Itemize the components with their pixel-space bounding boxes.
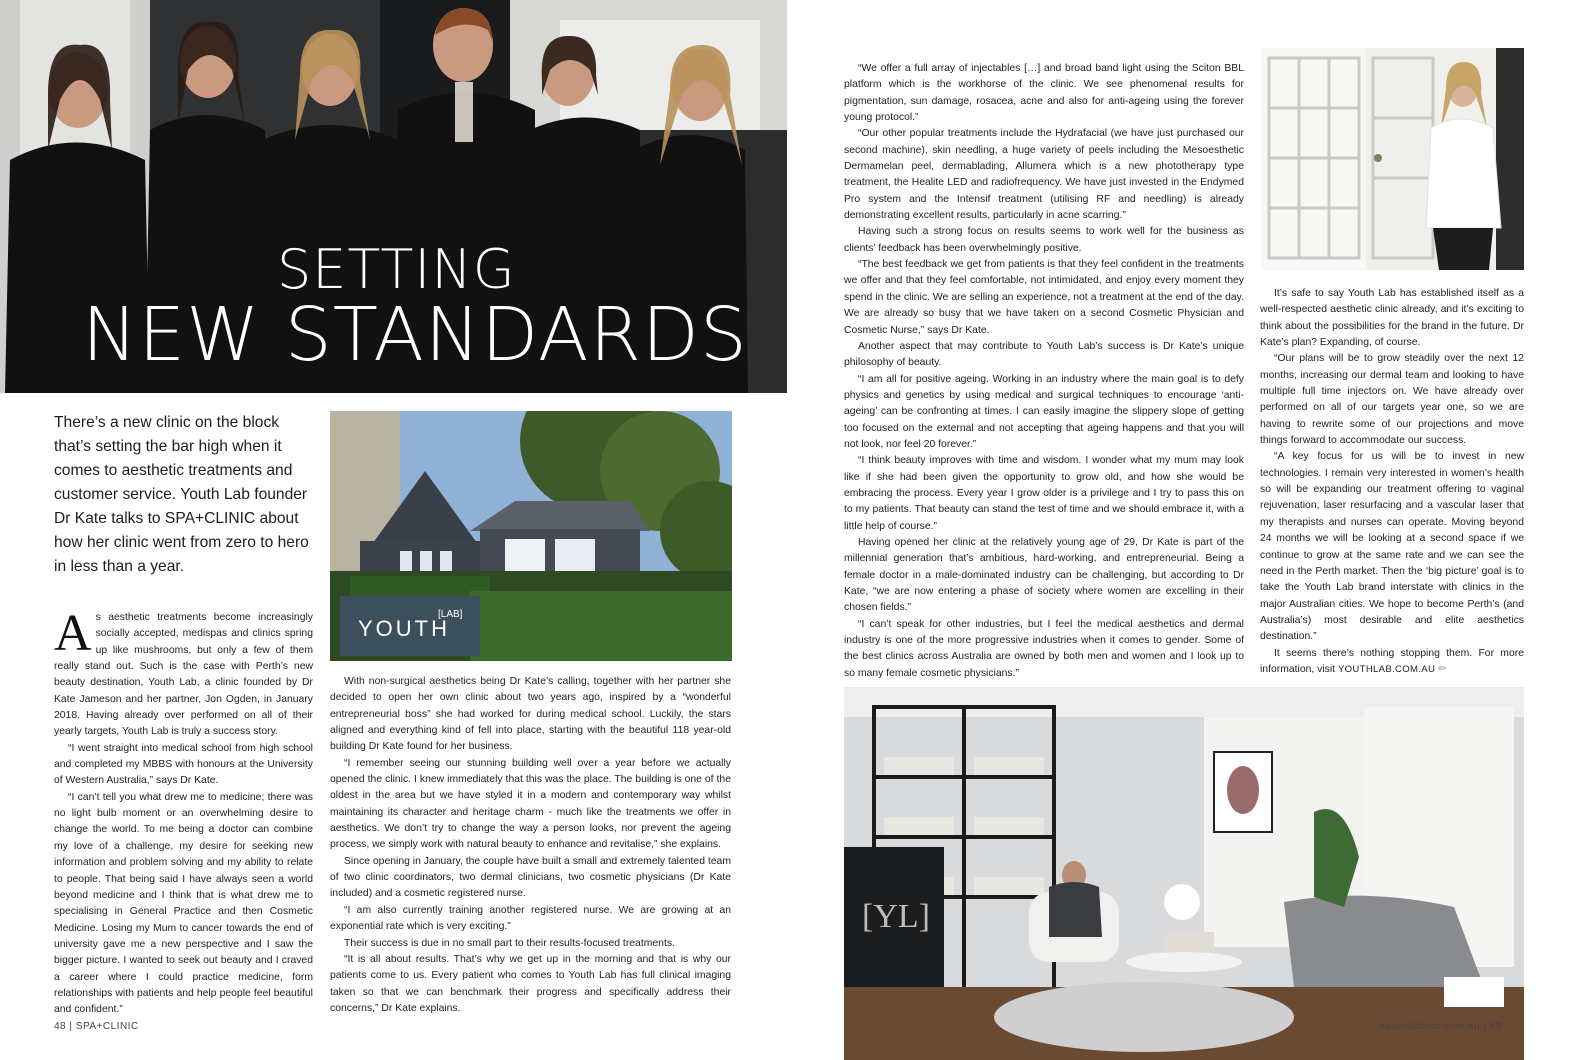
paragraph: Having such a strong focus on results seems to work well for the business as clients’ feedback has been overwhelmingly positive. xyxy=(844,226,1244,254)
youth-lab-sign-badge: [LAB] xyxy=(438,609,463,620)
dr-kate-portrait-photo xyxy=(1261,48,1524,270)
standfirst: There’s a new clinic on the block that’s setting the bar high when it comes to aesthetic treatments and customer service. Youth Lab founder Dr Kate talks to SPA+CLINIC about how her clinic went from zero to hero in less than a year. xyxy=(54,414,309,575)
paragraph: Since opening in January, the couple have built a small and extremely talented team of two clinic coordinators, two dermal clinicians, two cosmetic physicians (Dr Kate included) and a cosmetic registered nurse. xyxy=(330,855,731,900)
footer-right: spaandclinic.com.au | 49 xyxy=(1380,1021,1502,1032)
paragraph: “I am also currently training another registered nurse. We are growing at an exponential rate which is very exciting.” xyxy=(330,904,731,933)
clinic-building-photo xyxy=(330,411,732,661)
paragraph: “I think beauty improves with time and wisdom. I wonder what my mum may look like if she had been given the opportunity to grow old, and how she would be embracing the process. Every year I grow older is a privilege and I try to pass this on to my patients. That beauty can stand the test of time and we should embrace it, with a little help of course.” xyxy=(844,455,1244,532)
article-column-1 xyxy=(54,605,313,1019)
article-column-3 xyxy=(844,61,1244,682)
paragraph: Having opened her clinic at the relatively young age of 29, Dr Kate is part of the millennial generation that’s ambitious, hard-working, and entrepreneurial. Being a female doctor in a male-dominated industry can be challenging, but according to Dr Kate, “we are now entering a phase of society where women are excelling in their chosen fields.” xyxy=(844,536,1244,614)
paragraph: “We offer a full array of injectables […] and broad band light using the Sciton BBL platform which is the workhorse of the clinic. We see phenomenal results for pigmentation, sun damage, rosacea, acne and also for anti-ageing using the forever young protocol.” xyxy=(844,63,1244,124)
paragraph: “The best feedback we get from patients is that they feel confident in the treatments we offer and that they feel comfortable, not intimidated, and enjoy every moment they spend in the clinic. We are selling an experience, not a treatment at the end of the day. We are already so busy that we have taken on a second Cosmetic Physician and Cosmetic Nurse,” says Dr Kate. xyxy=(844,259,1244,336)
clinic-logo: [YL] xyxy=(862,898,930,935)
paragraph: “I can’t speak for other industries, but I feel the medical aesthetics and dermal industry is one of the more progressive industries when it comes to gender. Some of the best clinics across Australia are owned by both men and women and I look up to so many female cosmetic physicians.” xyxy=(844,618,1244,679)
paragraph: As aesthetic treatments become increasingly socially accepted, medispas and clinics spring up like mushrooms, but only a few of them really stand out. Such is the case with Perth’s new beauty destination, Youth Lab, a clinic founded by Dr Kate Jameson and her partner, Jon Ogden, in January 2018. Having already over performed on all of their yearly targets, Youth Lab is truly a success story. xyxy=(54,605,313,738)
paragraph: Their success is due in no small part to their results-focused treatments. xyxy=(344,937,675,949)
headline-line-2: NEW STANDARDS xyxy=(82,292,748,378)
headline-line-1: SETTING xyxy=(277,238,516,301)
paragraph: Another aspect that may contribute to Youth Lab’s success is Dr Kate’s unique philosophy of beauty. xyxy=(844,340,1244,369)
paragraph: “I can’t tell you what drew me to medicine; there was no light bulb moment or an overwhelming desire to change the world. To me being a doctor can combine my love of a challenge, my desire for seeking new information and problem solving and my ability to relate to people. That being said I have always seen a world beyond medicine and I think that is what drew me to specialising in General Practice and then Cosmetic Medicine. Losing my Mum to cancer towards the end of university gave me a new perspective and I saw the bigger picture. I wanted to seek out beauty and I craved a career where I could practice medicine, form relationships with patients and help people feel beautiful and confident.” xyxy=(54,791,313,1016)
paragraph: “Our other popular treatments include the Hydrafacial (we have just purchased our second machine), skin needling, a huge variety of peels including the Mesoesthetic Dermamelan peel, dermablading, Allumera which is a new phototherapy type treatment, the Healite LED and radiofrequency. We have just invested in the Endymed Pro system and the Intensif treatment (utilising RF and needling) is already demonstrating excellent results, particularly in acne scarring.” xyxy=(844,128,1244,222)
paragraph: “I went straight into medical school from high school and completed my MBBS with honours at the University of Western Australia,” says Dr Kate. xyxy=(54,742,313,787)
drop-cap: A xyxy=(54,605,92,662)
paragraph: It’s safe to say Youth Lab has established itself as a well-respected aesthetic clinic already, and it’s exciting to think about the possibilities for the brand in the future. Dr Kate’s plan? Expanding, of course. xyxy=(1260,288,1524,349)
paragraph: “It is all about results. That’s why we get up in the morning and that is why our patients come to us. Every patient who comes to Youth Lab has full clinical imaging taken so that we can benchmark their progress and specifically address their concerns,” Dr Kate explains. xyxy=(330,953,731,1014)
paragraph: “I remember seeing our stunning building well over a year before we actually opened the clinic. I knew immediately that this was the place. The building is one of the oldest in the area but we have styled it in a modern and contemporary way whilst maintaining its character and heritage charm - much like the treatments we offer in aesthetics. We don’t try to change the way a person looks, nor prevent the ageing process, we simply work with natural beauty to enhance and revitalise,” she explains. xyxy=(330,757,731,851)
paragraph: “I am all for positive ageing. Working in an industry where the main goal is to defy physics and genetics by using medical and surgical techniques to encourage ‘anti-ageing’ can be confronting at times. I can easily imagine the slippery slope of getting too focused on the external and not accepting that ageing happens and that you will not look, nor feel 20 forever.” xyxy=(844,373,1244,450)
website-link[interactable]: YOUTHLAB.COM.AU xyxy=(1337,663,1436,675)
paragraph: “Our plans will be to grow steadily over the next 12 months, increasing our dermal team and looking to have multiple full time injectors on. We have already over performed on all of our targets year one, so we are having to rewrite some of our projections and move things forward to accommodate our success. xyxy=(1260,353,1524,447)
youth-lab-sign: YOUTH xyxy=(358,616,450,641)
paragraph: With non-surgical aesthetics being Dr Kate’s calling, together with her partner she decided to open her own clinic about two years ago, inspired by a “wonderful entrepreneurial boss” she had worked for during medical school. Luckily, the stars aligned and everything kind of fell into place, starting with the beautiful 118 year-old building Dr Kate found for her business. xyxy=(330,676,731,753)
footer-left: 48 | SPA+CLINIC xyxy=(54,1021,139,1032)
clinic-interior-photo xyxy=(844,687,1524,1060)
end-mark-icon: ✏ xyxy=(1438,663,1447,675)
closing-paragraph: It seems there’s nothing stopping them. For more information, visit YOUTHLAB.COM.AU ✏ xyxy=(1260,647,1524,675)
paragraph: “A key focus for us will be to invest in new technologies. I remain very interested in women’s health so will be expanding our treatment offering to vaginal rejuvenation, laser resurfacing and a vascular laser that my therapists and nurses can operate. Moving beyond 24 months we will be looking at a second space if we continue to grow at the same rate and we can see the need in the Perth market. Then the ‘big picture’ goal is to take the Youth Lab brand interstate with clinics in the major Australian cities. We hope to become Perth’s (and Australia’s) most desirable and elite aesthetics destination.” xyxy=(1260,451,1524,643)
article-column-4 xyxy=(1260,286,1524,678)
article-column-2 xyxy=(330,674,731,1017)
